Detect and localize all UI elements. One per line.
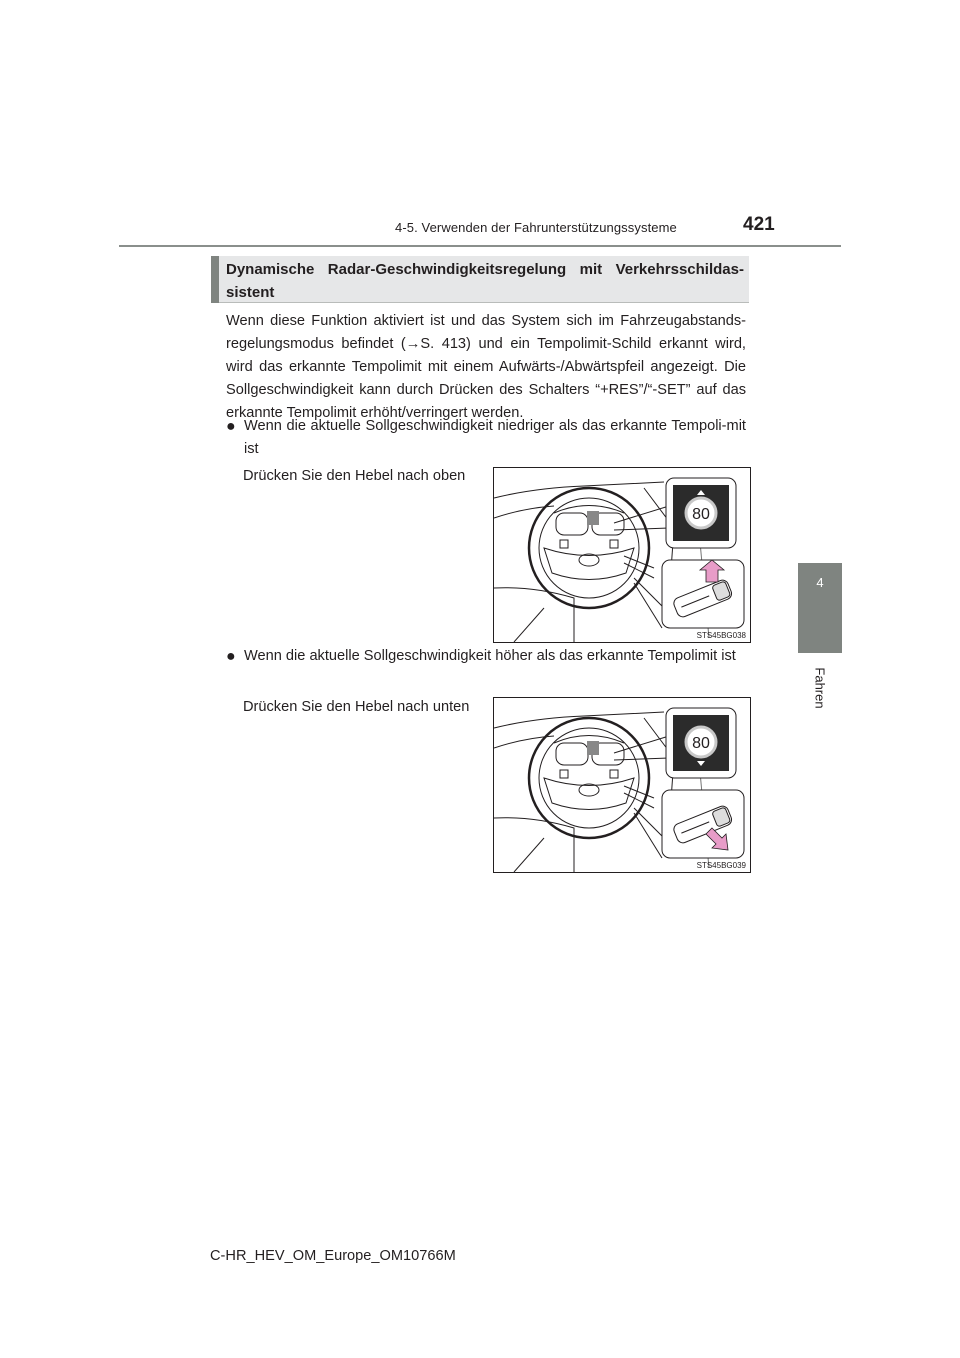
figure-lever-up: [493, 467, 751, 643]
figure-code: STS45BG039: [696, 861, 746, 870]
section-heading: Dynamische Radar-Geschwindigkeitsregelung mit Verkehrsschildas-sistent: [226, 261, 744, 301]
intro-text-part1: Wenn diese Funktion aktiviert ist und das System sich im Fahrzeugabstands-regelungsmodus befindet (: [226, 313, 746, 352]
page-number: 421: [743, 214, 775, 235]
header-section-title: 4-5. Verwenden der Fahrunterstützungssysteme: [395, 220, 677, 235]
bullet-text: Wenn die aktuelle Sollgeschwindigkeit höher als das erkannte Tempolimit ist: [244, 648, 736, 664]
reference-arrow: →: [405, 336, 421, 352]
header-rule: [119, 245, 841, 247]
instruction-text: Drücken Sie den Hebel nach unten: [243, 699, 470, 715]
section-heading-bar: [211, 256, 219, 303]
bullet-item: [226, 645, 751, 691]
bullet-text: Wenn die aktuelle Sollgeschwindigkeit niedriger als das erkannte Tempoli-mit ist: [244, 418, 746, 457]
chapter-number: 4: [816, 575, 824, 590]
instruction-text: Drücken Sie den Hebel nach oben: [243, 468, 466, 484]
speed-sign-value: 80: [692, 506, 710, 523]
bullet-item: [226, 415, 751, 461]
steering-wheel-illustration: [494, 468, 750, 642]
bullet-symbol: ●: [226, 648, 236, 665]
figure-lever-down: [493, 697, 751, 873]
intro-paragraph: [226, 310, 746, 425]
chapter-label-container: [806, 658, 834, 718]
bullet-symbol: ●: [226, 418, 236, 435]
document-footer: C-HR_HEV_OM_Europe_OM10766M: [210, 1248, 456, 1264]
speed-sign-value: 80: [692, 735, 710, 752]
chapter-label: Fahren: [812, 667, 828, 709]
figure-code: STS45BG038: [696, 631, 746, 640]
steering-wheel-illustration: [494, 698, 750, 872]
intro-text-part2: S. 413) und ein Tempolimit-Schild erkannt wird, wird das erkannte Tempolimit mit einem Aufwärts-/Abwärtspfeil angezeigt. Die Sollgeschwindigkeit kann durch Drücken des Schalters “+RES”/“-SET” auf das erkannte Tempolimit erhöht/verringert werden.: [226, 336, 746, 421]
